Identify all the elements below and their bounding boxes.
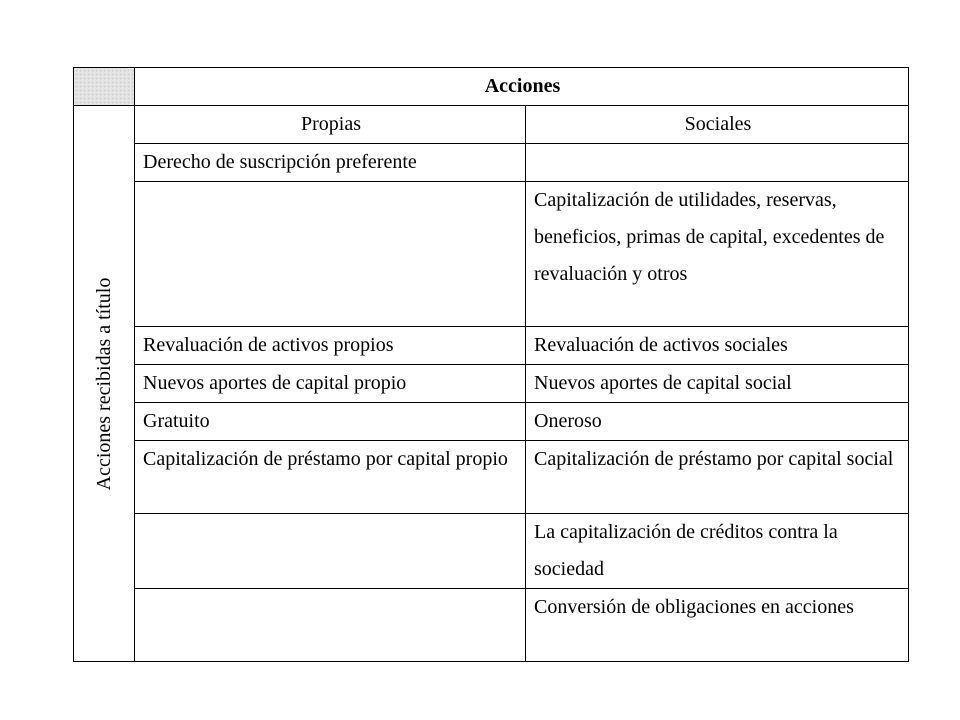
table-row — [74, 441, 909, 514]
cell-sociales: Conversión de obligaciones en acciones — [526, 589, 909, 662]
table-row — [74, 182, 909, 327]
cell-propias: Derecho de suscripción preferente — [135, 144, 526, 182]
table-row — [74, 327, 909, 365]
cell-propias: Capitalización de préstamo por capital propio — [135, 441, 526, 514]
cell-propias — [135, 514, 526, 589]
cell-propias — [135, 589, 526, 662]
cell-sociales: Nuevos aportes de capital social — [526, 365, 909, 403]
side-label: Acciones recibidas a título — [93, 277, 115, 490]
table-row — [74, 144, 909, 182]
cell-sociales: Revaluación de activos sociales — [526, 327, 909, 365]
side-label-cell — [74, 106, 135, 662]
header-row — [74, 68, 909, 106]
cell-propias: Gratuito — [135, 403, 526, 441]
table-row — [74, 365, 909, 403]
cell-sociales — [526, 144, 909, 182]
cell-sociales: La capitalización de créditos contra la sociedad — [526, 514, 909, 589]
actions-table — [73, 67, 909, 662]
corner-cell — [74, 68, 135, 106]
cell-propias — [135, 182, 526, 327]
cell-sociales: Capitalización de utilidades, reservas, beneficios, primas de capital, excedentes de revaluación y otros — [526, 182, 909, 327]
table-row — [74, 589, 909, 662]
table-row — [74, 403, 909, 441]
cell-propias: Nuevos aportes de capital propio — [135, 365, 526, 403]
column-header-propias: Propias — [135, 106, 526, 144]
cell-sociales: Oneroso — [526, 403, 909, 441]
column-header-sociales: Sociales — [526, 106, 909, 144]
cell-propias: Revaluación de activos propios — [135, 327, 526, 365]
table-row — [74, 514, 909, 589]
column-header-row — [74, 106, 909, 144]
table-header-title: Acciones — [135, 68, 909, 106]
cell-sociales: Capitalización de préstamo por capital social — [526, 441, 909, 514]
